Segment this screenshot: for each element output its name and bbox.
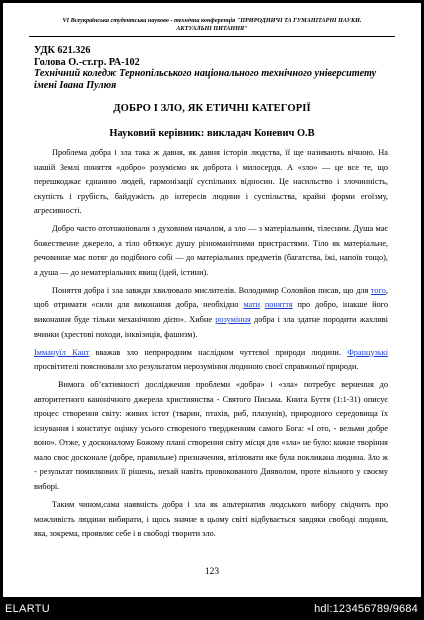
paragraph-6: Таким чином,сама наявність добра і зла як альтернатив людського вибору свідчить про можливість людини вибирати, і щось значне в цьому світі відбувається завдяки свободі людини, яка, зокрема, проявляє себе і в свободі творити зло. [34, 500, 388, 539]
paragraph-1: Проблема добра і зла така ж давня, як давня історія людства, її ще називають вічною. На нашій Землі поняття «добро» розуміємо як доброта і милосердя. А «зло» — це все те, що перешкоджає єднанню людей, гармонізації суспільних відносин. Це насильство і злочинність, скупість і грубість, байдужість до інтересів людини і суспільства, крайні форми егоїзму, агресивності. [34, 148, 388, 216]
institution-line: Технічний коледж Тернопільського національного технічного університету імені Івана Пулюя [34, 68, 377, 91]
paragraph-3-text: Поняття добра і зла завжди хвилювало мислителів. Володимир Соловйов писав, що для [52, 285, 371, 295]
repository-name: ELARTU [5, 603, 50, 615]
header-divider [29, 36, 395, 37]
conference-header-line2: АКТУАЛЬНІ ПИТАННЯ" [176, 24, 248, 32]
paragraph-3 [34, 284, 388, 342]
paragraph-2: Добро часто ототожнювали з духовним началом, а зло — з матеріальним, тілесним. Душа має божественне джерело, а тіло обтяжує душу різноманітними пристрастями. Тіло як матеріальне, речовинне має потяг до подібного собі — до матеріальних предметів (багатства, їжі, напоїв тощо), а душа — до нематеріальних явищ (ідей, істини). [34, 224, 388, 277]
article-body [34, 146, 388, 545]
paragraph-3-text: про добро, інакше його виконання буде тільки механічною дією». Хибне [34, 300, 388, 325]
link-immanuil-kant[interactable]: Іммануїл Кант [34, 347, 90, 357]
paragraph-3-text: добра і зла здатне породити жахливі вчинки (хрестові походи, інквізиція, фашизм). [34, 315, 388, 339]
link-rozuminnya[interactable]: розуміння [215, 315, 251, 325]
link-ponyattya[interactable]: поняття [264, 300, 293, 310]
supervisor-line: Науковий керівник: викладач Коневич О.В [109, 128, 315, 139]
paragraph-5: Вимога об’єктивності дослідження проблеми «добра» і «зла» потребує вернення до авторитетного канонічного джерела християнства - Святого Письма. Книга Буття (1:1-31) описує процес створення світу: живих істот (тварин, птахів, риб, плазунів), природного середовища їх існування і констатує оцінку усього створеного твердженням самого Бога: «І ото, - вельми добре воно». Отже, у досконалому Божому плані створення світу місця для «зла» не було: кожне творіння мало своє досконале (добре, правильне) призначення, втілювати яке була покликана людина. Зло ж - результат помилкових її рішень, нехай навіть провокованого Дияволом, проте вільного у своєму виборі. [34, 380, 388, 492]
repository-footer-bar [0, 598, 424, 620]
handle-identifier: hdl:123456789/9684 [314, 603, 418, 615]
paragraph-4 [34, 346, 388, 375]
udk-code: УДК 621.326 [34, 45, 91, 56]
link-maty[interactable]: мати [243, 300, 261, 310]
document-page [3, 3, 421, 597]
author-line: Голова О.-ст.гр. РА-102 [34, 56, 140, 68]
link-frantsuzki[interactable]: Французькі [347, 347, 389, 357]
conference-header [29, 17, 395, 32]
paragraph-3-text: , щоб отримати «сили для виконання добра, необхідно [34, 285, 388, 310]
conference-header-line1: VI Всеукраїнська студентська науково - технічна конференція "ПРИРОДНИЧІ ТА ГУМАНІТАРНІ НАУКИ. [62, 17, 362, 24]
paragraph-4-text: просвітителі пояснювали зло результатом нерозуміння людиною своєї справжньої природи. [34, 362, 359, 372]
article-title: ДОБРО І ЗЛО, ЯК ЕТИЧНІ КАТЕГОРІЇ [113, 103, 311, 114]
paragraph-4-text: вважав зло неприродним наслідком чуттєвої природи людини. [89, 347, 348, 357]
page-number: 123 [204, 567, 220, 577]
article-meta [34, 45, 391, 91]
link-togo[interactable]: того [370, 285, 386, 295]
